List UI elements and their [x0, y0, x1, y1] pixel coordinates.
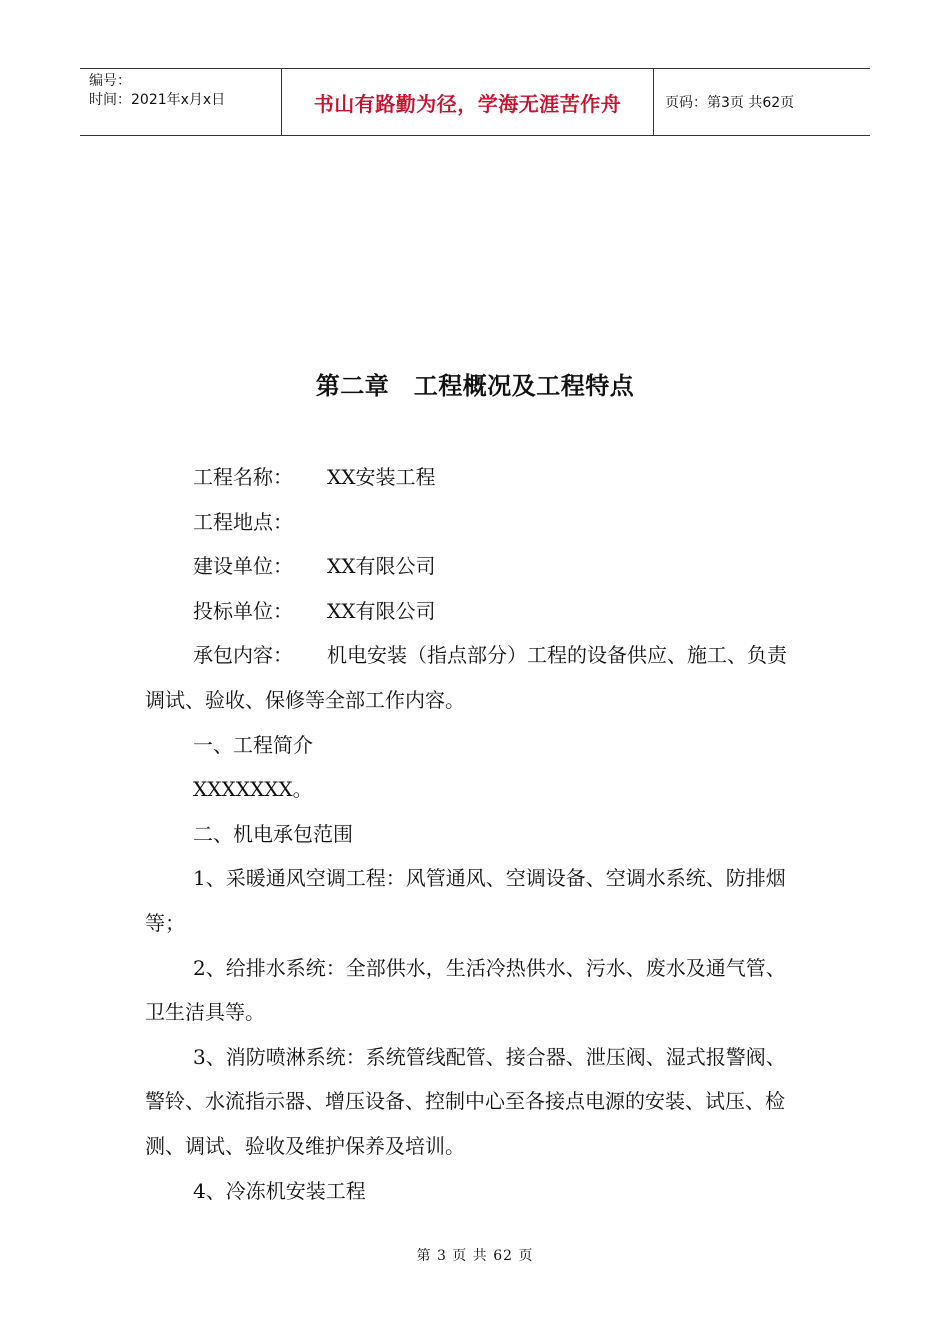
list-item: 1、采暖通风空调工程：风管通风、空调设备、空调水系统、防排烟等；: [145, 866, 786, 935]
section-heading: 二、机电承包范围: [193, 821, 353, 846]
field-label: 承包内容：: [193, 643, 293, 668]
field-bidding-unit: [145, 589, 805, 634]
document-body: [145, 455, 805, 1213]
field-value: XX有限公司: [327, 554, 436, 579]
header-motto: 书山有路勤为径，学海无涯苦作舟: [313, 91, 622, 116]
field-project-name: [145, 455, 805, 500]
field-construction-unit: [145, 544, 805, 589]
field-contract-scope: [145, 633, 805, 722]
field-value: 机电安装（指点部分）工程的设备供应、施工、负责调试、验收、保修等全部工作内容。: [145, 643, 787, 712]
header-number-label: 编号：: [89, 73, 131, 89]
header-page-info: 页码：第3页 共62页: [665, 95, 795, 111]
header-motto-cell: [282, 69, 654, 135]
section-heading: 一、工程简介: [193, 732, 313, 757]
header-date-label: 时间：2021年x月x日: [89, 92, 226, 108]
page-footer: 第 3 页 共 62 页: [416, 1248, 534, 1264]
field-label: 工程名称：: [193, 465, 293, 489]
page-header: [80, 68, 870, 136]
chapter-title: 第二章 工程概况及工程特点: [315, 372, 635, 400]
list-item: 4、冷冻机安装工程: [193, 1178, 366, 1203]
field-label: 投标单位：: [193, 598, 293, 623]
header-meta: [80, 69, 282, 135]
field-label: 工程地点：: [193, 509, 293, 534]
field-value: XX安装工程: [327, 465, 436, 489]
field-label: 建设单位：: [193, 554, 293, 579]
field-project-location: [145, 500, 805, 545]
list-item: 3、消防喷淋系统：系统管线配管、接合器、泄压阀、湿式报警阀、警铃、水流指示器、增压设备、控制中心至各接点电源的安装、试压、检测、调试、验收及维护保养及培训。: [145, 1044, 786, 1158]
field-value: XX有限公司: [327, 598, 436, 623]
paragraph: XXXXXXX。: [193, 777, 313, 802]
list-item: 2、给排水系统：全部供水，生活冷热供水、污水、废水及通气管、卫生洁具等。: [145, 955, 786, 1025]
